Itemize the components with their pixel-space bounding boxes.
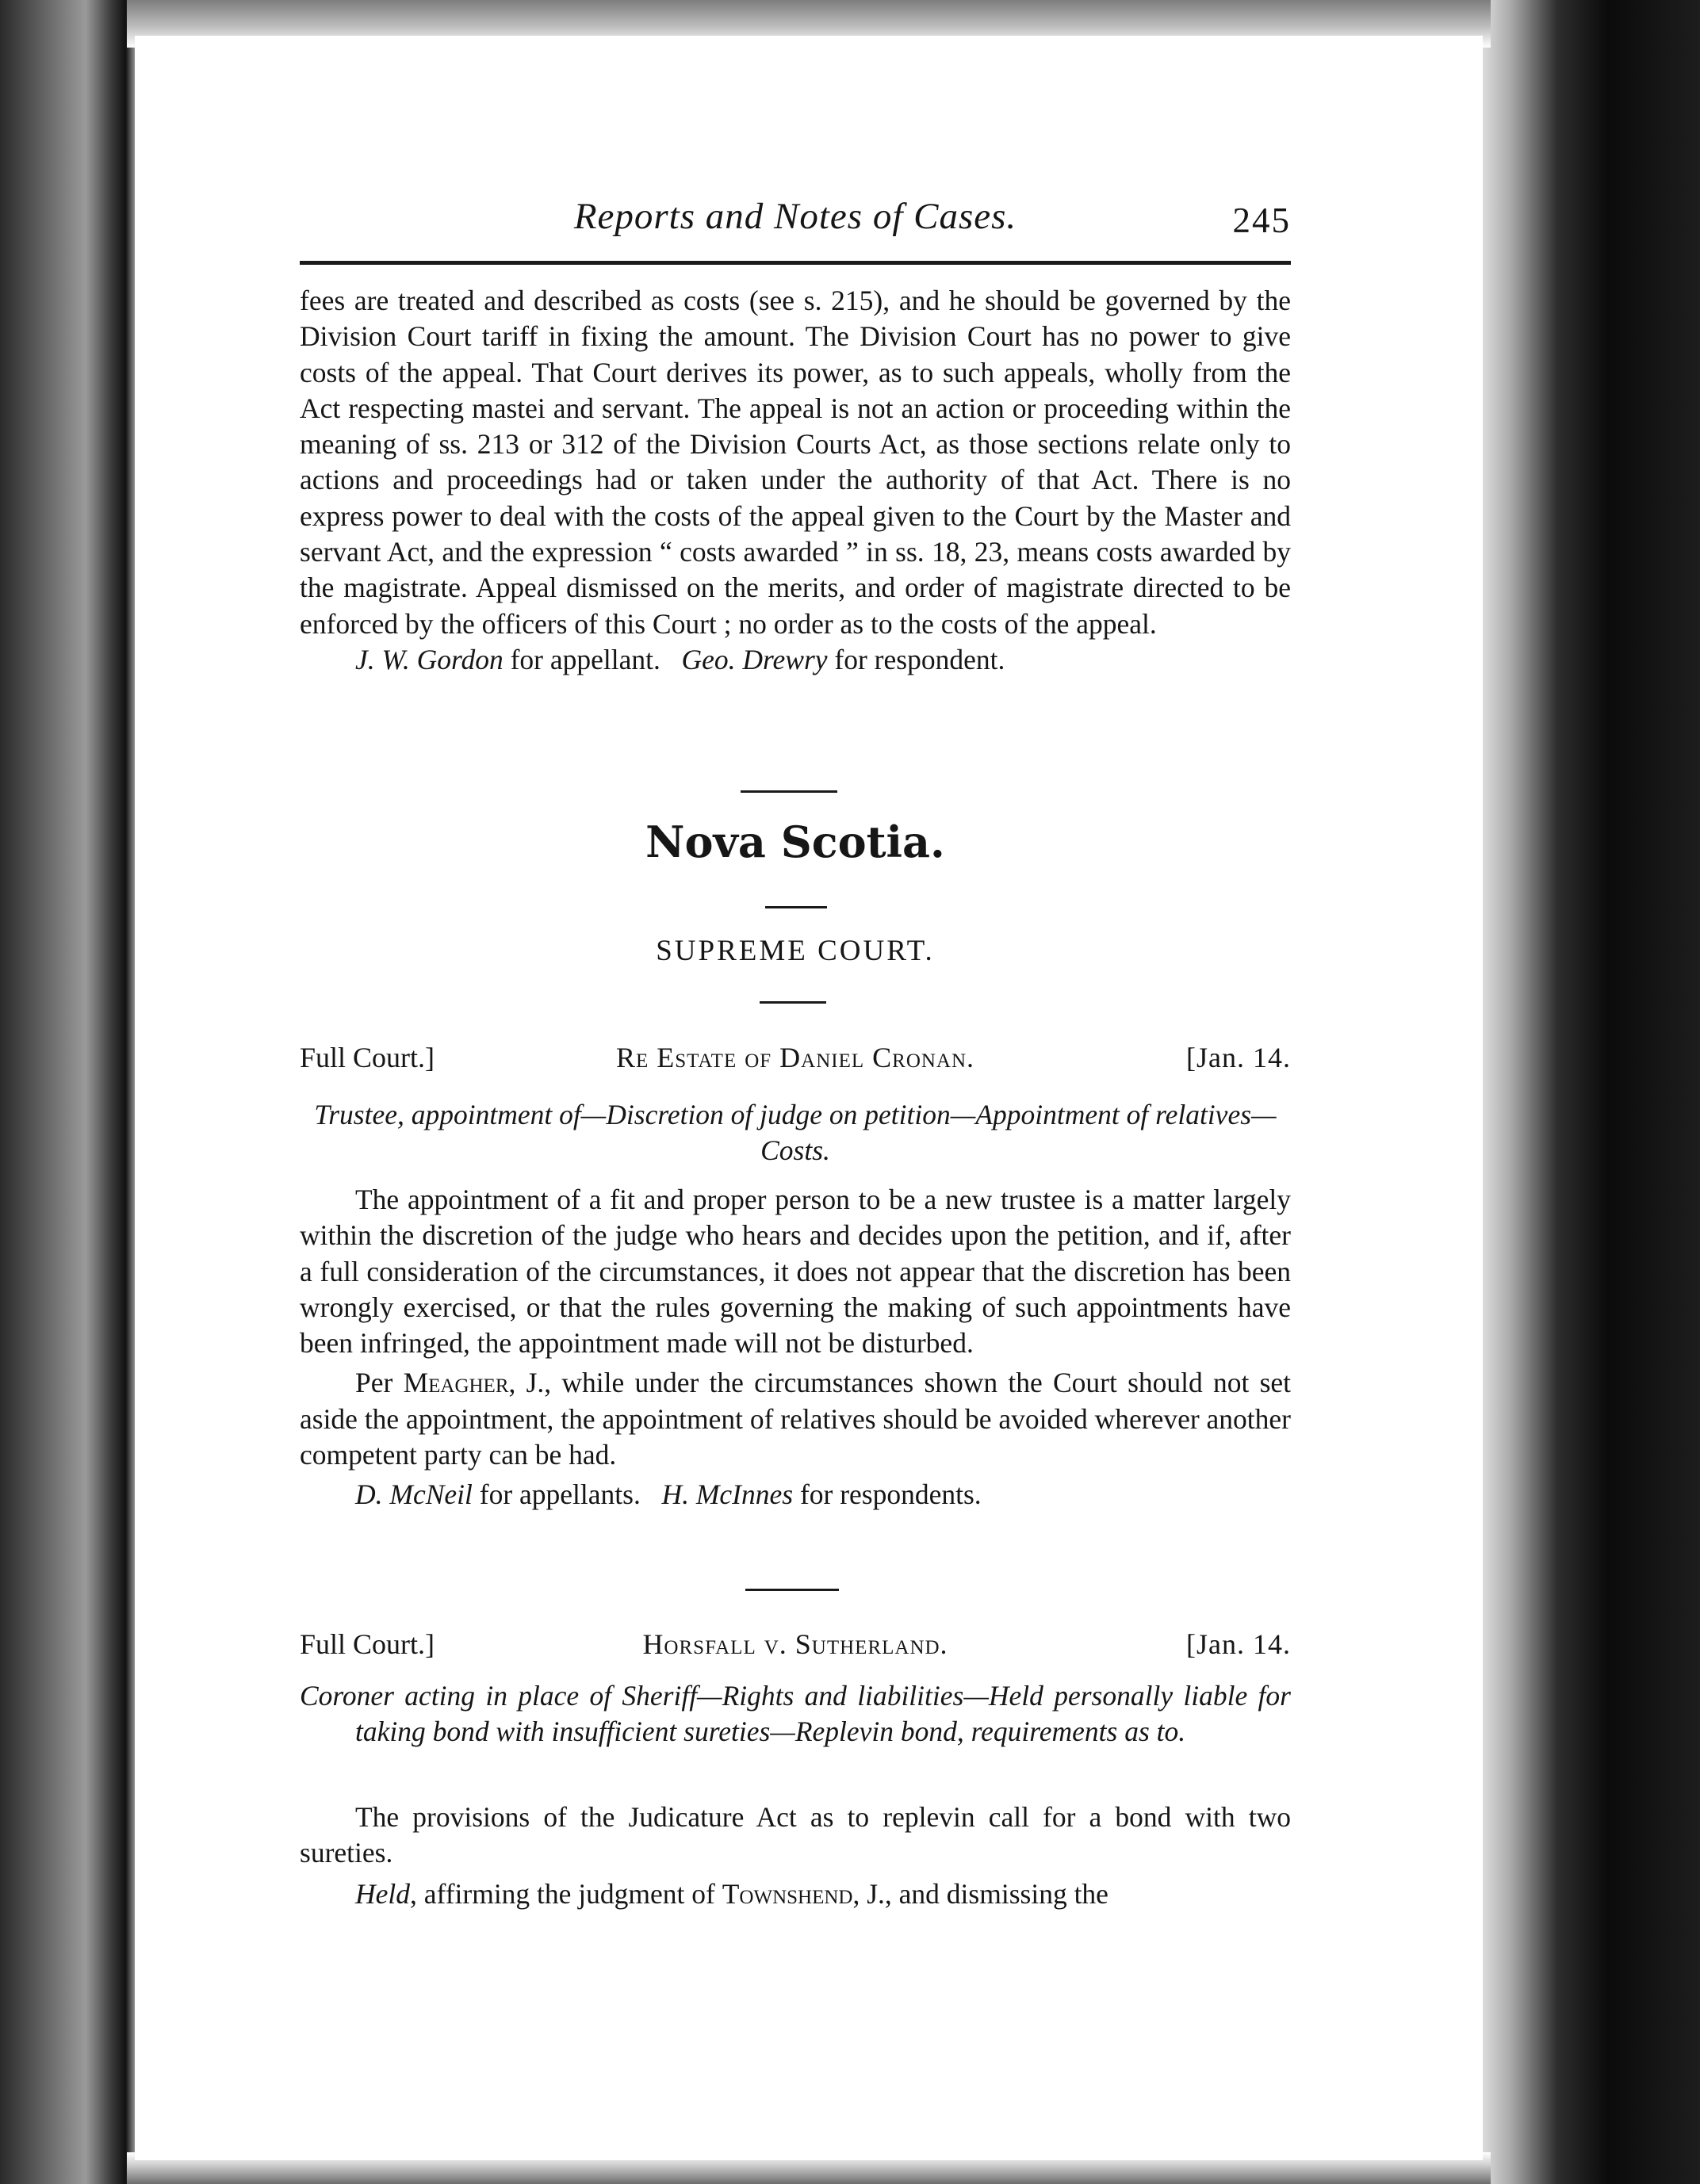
case-paragraph: The provisions of the Judicature Act as to replevin call for a bond with two sureties.	[300, 1801, 1291, 1869]
case-date: [Jan. 14.	[1186, 1042, 1291, 1073]
held-label: Held	[355, 1877, 411, 1910]
judge-name: Townshend	[722, 1877, 853, 1910]
running-title: Reports and Notes of Cases.	[573, 196, 1017, 237]
case-paragraph	[300, 1365, 1291, 1473]
court-divider	[760, 1001, 826, 1004]
province-heading: Nova Scotia.	[645, 817, 945, 867]
case-headnote: Trustee, appointment of—Discretion of judge on petition—Appointment of relatives—Costs.	[314, 1099, 1277, 1166]
case-court: Full Court.]	[300, 1042, 435, 1073]
section-divider	[741, 790, 837, 793]
per-label: Per	[355, 1367, 404, 1399]
previous-case-paragraph: fees are treated and described as costs (see s. 215), and he should be governed by the Division Court tariff in fixing the amount. The Division Court has no power to give costs of the appeal. That Court derives its power, as to such appeals, wholly from the Act respecting mastei and servant. The appeal is not an action or proceeding within the meaning of ss. 213 or 312 of the Division Courts Act, as those sections relate only to actions and proceedings had or taken under the authority of that Act. There is no express power to deal with the costs of the appeal given to the Court by the Master and servant Act, and the expression “ costs awarded ” in ss. 18, 23, means costs awarded by the magistrate. Appeal dismissed on the merits, and order of magistrate directed to be enforced by the officers of this Court ; no order as to the costs of the appeal.	[300, 285, 1291, 640]
paragraph-text: , affirming the judgment of	[410, 1877, 722, 1910]
court-heading: SUPREME COURT.	[656, 935, 935, 967]
case-paragraph	[300, 1876, 1291, 1912]
respondent-counsel-role: for respondent.	[827, 643, 1005, 675]
case-court: Full Court.]	[300, 1628, 435, 1660]
case-heading	[300, 1041, 1291, 1081]
case-body	[300, 1800, 1291, 1912]
appellant-counsel-role: for appellants.	[472, 1478, 641, 1511]
appellant-counsel-role: for appellant.	[503, 643, 660, 675]
respondent-counsel-role: for respondents.	[793, 1478, 982, 1511]
scan-border-right	[1470, 0, 1700, 2184]
running-head	[300, 195, 1291, 251]
province-divider	[765, 906, 827, 908]
respondent-counsel-name: H. McInnes	[661, 1478, 794, 1511]
scan-border-left	[0, 0, 143, 2184]
page-number: 245	[1232, 201, 1291, 240]
previous-case-text	[300, 283, 1291, 678]
case-counsel	[300, 1477, 1291, 1513]
case-headnote: Coroner acting in place of Sheriff—Rights and liabilities—Held personally liable for taking bond with insufficient sureties—Replevin bond, requirements as to.	[300, 1680, 1291, 1747]
header-rule	[300, 261, 1291, 265]
appellant-counsel-name: D. McNeil	[355, 1478, 473, 1511]
case-divider	[745, 1589, 839, 1591]
previous-case-counsel	[300, 642, 1291, 678]
appellant-counsel-name: J. W. Gordon	[355, 643, 503, 675]
paragraph-text: , J., and dismissing the	[852, 1877, 1108, 1910]
respondent-counsel-name: Geo. Drewry	[681, 643, 828, 675]
case-heading	[300, 1627, 1291, 1667]
case-paragraph: The appointment of a fit and proper person to be a new trustee is a matter largely within the discretion of the judge who hears and decides upon the petition, and if, after a full consideration of the circumstances, it does not appear that the discretion has been wrongly exercised, or that the rules governing the making of such appointments have been infringed, the appointment made will not be disturbed.	[300, 1184, 1291, 1360]
judge-name: Meagher	[403, 1367, 509, 1399]
case-body	[300, 1182, 1291, 1513]
case-title: Horsfall v. Sutherland.	[642, 1628, 948, 1660]
case-date: [Jan. 14.	[1186, 1628, 1291, 1660]
case-title: Re Estate of Daniel Cronan.	[615, 1042, 975, 1073]
paragraph-text: , J., while under the circumstances shown the Court should not set aside the appointment, the appointment of relatives should be avoided wherever another competent party can be had.	[300, 1367, 1292, 1471]
